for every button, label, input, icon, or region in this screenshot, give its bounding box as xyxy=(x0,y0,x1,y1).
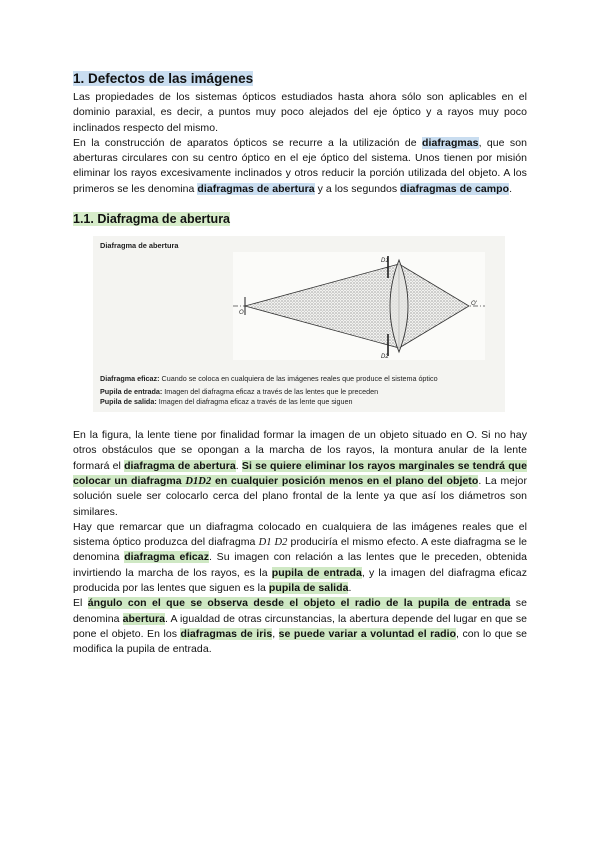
highlight-rayos-marginales: Si se quiere eliminar los rayos marginales se tendrá que colocar un diafragma D1D2 en cualquier posición menos en el plano del objeto xyxy=(73,459,528,487)
highlight-pupila-entrada: pupila de entrada xyxy=(271,566,362,579)
exit-light-cone xyxy=(399,264,469,348)
highlight-diafragmas-iris: diafragmas de iris xyxy=(180,627,273,640)
figure-diafragma xyxy=(93,236,505,412)
document-page xyxy=(73,70,527,658)
label-o: O xyxy=(239,310,244,317)
paragraph-eficaz: Hay que remarcar que un diafragma colocado en cualquiera de las imágenes reales que el sistema óptico produzca del diafragma D1 D2 produciría el mismo efecto. A este diafragma se le denomina diafragma eficaz. Su imagen con relación a las lentes que le preceden, obtenida invirtiendo la marcha de los rayos, es la pupila de entrada, y la imagen del diafragma eficaz producida por las lentes que siguen es la pupila de salida. xyxy=(73,520,527,595)
highlight-diafragmas-campo: diafragmas de campo xyxy=(400,182,510,195)
highlight-pupila-salida: pupila de salida xyxy=(268,582,349,595)
paragraph-figura: En la figura, la lente tiene por finalidad formar la imagen de un objeto situado en O. Si no hay otros obstáculos que se opongan a la marcha de los rayos, la montura anular de la lente formará el diafragma de abertura. Si se quiere eliminar los rayos marginales se tendrá que colocar un diafragma D1D2 en cualquier posición menos en el plano del objeto. La mejor solución suele ser colocarlo cerca del plano frontal de la lente ya que así los diámetros son similares. xyxy=(73,429,528,518)
highlight-variar-radio: se puede variar a voluntad el radio xyxy=(278,627,457,640)
caption-diafragma-eficaz: Diafragma eficaz: Cuando se coloca en cualquiera de las imágenes reales que produce el sistema óptico xyxy=(100,374,438,384)
label-o-prime: O' xyxy=(471,301,477,308)
label-d2: D2 xyxy=(381,354,389,361)
section-title: 1. Defectos de las imágenes xyxy=(73,71,254,86)
entrance-light-cone xyxy=(245,264,399,348)
highlight-diafragmas: diafragmas xyxy=(422,136,479,149)
caption-pupila-entrada: Pupila de entrada: Imagen del diafragma eficaz a través de las lentes que le preceden xyxy=(100,387,379,397)
figure-title: Diafragma de abertura xyxy=(100,241,179,251)
caption-pupila-salida: Pupila de salida: Imagen del diafragma eficaz a través de las lente que siguen xyxy=(100,397,353,407)
highlight-angulo: ángulo con el que se observa desde el objeto el radio de la pupila de entrada xyxy=(87,597,511,610)
optics-diagram xyxy=(233,252,485,360)
highlight-diafragma-abertura: diafragma de abertura xyxy=(124,459,236,472)
paragraph-abertura: El ángulo con el que se observa desde el objeto el radio de la pupila de entrada se denomina abertura. A igualdad de otras circunstancias, la abertura depende del lugar en que se pone el objeto. En los diafragmas de iris, se puede variar a voluntad el radio, con lo que se modifica la pupila de entrada. xyxy=(73,597,528,656)
label-d1: D1 xyxy=(381,258,389,265)
highlight-abertura: abertura xyxy=(122,612,166,625)
highlight-diafragma-eficaz: diafragma eficaz xyxy=(124,551,210,564)
highlight-diafragmas-abertura: diafragmas de abertura xyxy=(197,182,315,195)
paragraph-intro: Las propiedades de los sistemas ópticos estudiados hasta ahora sólo son aplicables en el dominio paraxial, es decir, a puntos muy poco alejados del eje óptico y a rayos muy poco inclinados respecto del mismo. xyxy=(73,91,527,134)
subsection-title: 1.1. Diafragma de abertura xyxy=(73,212,231,227)
paragraph-diafragmas: En la construcción de aparatos ópticos se recurre a la utilización de diafragmas, que son aberturas circulares con su centro óptico en el eje óptico del sistema. Unos tienen por misión eliminar los rayos excesivamente inclinados y otros reducir la porción utilizada del objeto. A los primeros se les denomina diafragmas de abertura y a los segundos diafragmas de campo. xyxy=(73,136,527,195)
